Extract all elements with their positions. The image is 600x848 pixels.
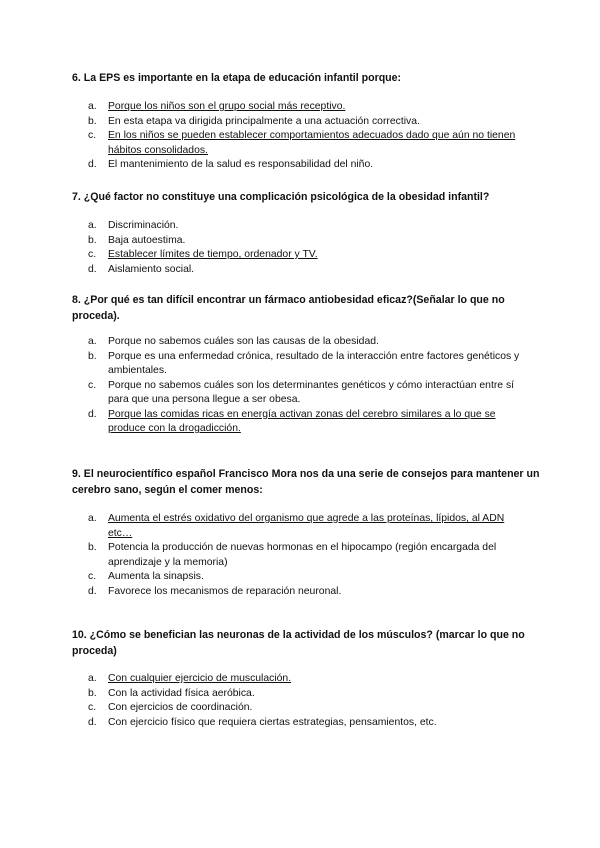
- option: c. Aumenta la sinapsis.: [88, 571, 204, 582]
- question-7-options: [88, 219, 528, 277]
- question-8-options: [88, 335, 528, 437]
- option: b. En esta etapa va dirigida principalmente a una actuación correctiva.: [88, 115, 420, 127]
- option: b. Porque es una enfermedad crónica, resultado de la interacción entre factores genéticos y ambientales.: [88, 350, 520, 376]
- question-10-title: 10. ¿Cómo se benefician las neuronas de la actividad de los músculos? (marcar lo que no proceda): [72, 629, 525, 657]
- question-9-title: 9. El neurocientífico español Francisco Mora nos da una serie de consejos para mantener un cerebro sano, según el comer menos:: [72, 468, 540, 496]
- option: d. El mantenimiento de la salud es responsabilidad del niño.: [88, 159, 374, 170]
- option: a. Porque no sabemos cuáles son las causas de la obesidad.: [88, 336, 379, 347]
- option: c. Establecer límites de tiempo, ordenador y TV.: [88, 249, 318, 260]
- question-9-options: [88, 512, 528, 599]
- option: a. Discriminación.: [88, 220, 179, 231]
- option: a. Aumenta el estrés oxidativo del organismo que agrede a las proteínas, lípidos, al ADN etc…: [88, 513, 505, 539]
- option: b. Potencia la producción de nuevas hormonas en el hipocampo (región encargada del aprendizaje y la memoria): [88, 542, 497, 568]
- question-10-options: [88, 672, 528, 730]
- option: d. Favorece los mecanismos de reparación neuronal.: [88, 585, 342, 597]
- question-8-title: 8. ¿Por qué es tan difícil encontrar un fármaco antiobesidad eficaz?(Señalar lo que no proceda).: [72, 294, 505, 322]
- option: c. Porque no sabemos cuáles son los determinantes genéticos y cómo interactúan entre sí para que una persona llegue a ser obesa.: [88, 379, 515, 405]
- option: d. Aislamiento social.: [88, 263, 195, 275]
- option: c. Con ejercicios de coordinación.: [88, 702, 253, 713]
- option: d. Porque las comidas ricas en energía activan zonas del cerebro similares a lo que se produce con la drogadicción.: [88, 408, 496, 434]
- option: b. Con la actividad física aeróbica.: [88, 687, 255, 699]
- option: a. Porque los niños son el grupo social más receptivo.: [88, 101, 346, 112]
- option: c. En los niños se pueden establecer comportamientos adecuados dado que aún no tienen hábitos consolidados.: [88, 130, 516, 156]
- option: b. Baja autoestima.: [88, 234, 186, 246]
- option: d. Con ejercicio físico que requiera ciertas estrategias, pensamientos, etc.: [88, 716, 437, 728]
- question-6-options: [88, 100, 528, 173]
- question-6-title: 6. La EPS es importante en la etapa de educación infantil porque:: [72, 72, 402, 84]
- option: a. Con cualquier ejercicio de musculación.: [88, 673, 292, 684]
- question-7-title: 7. ¿Qué factor no constituye una complicación psicológica de la obesidad infantil?: [72, 191, 490, 203]
